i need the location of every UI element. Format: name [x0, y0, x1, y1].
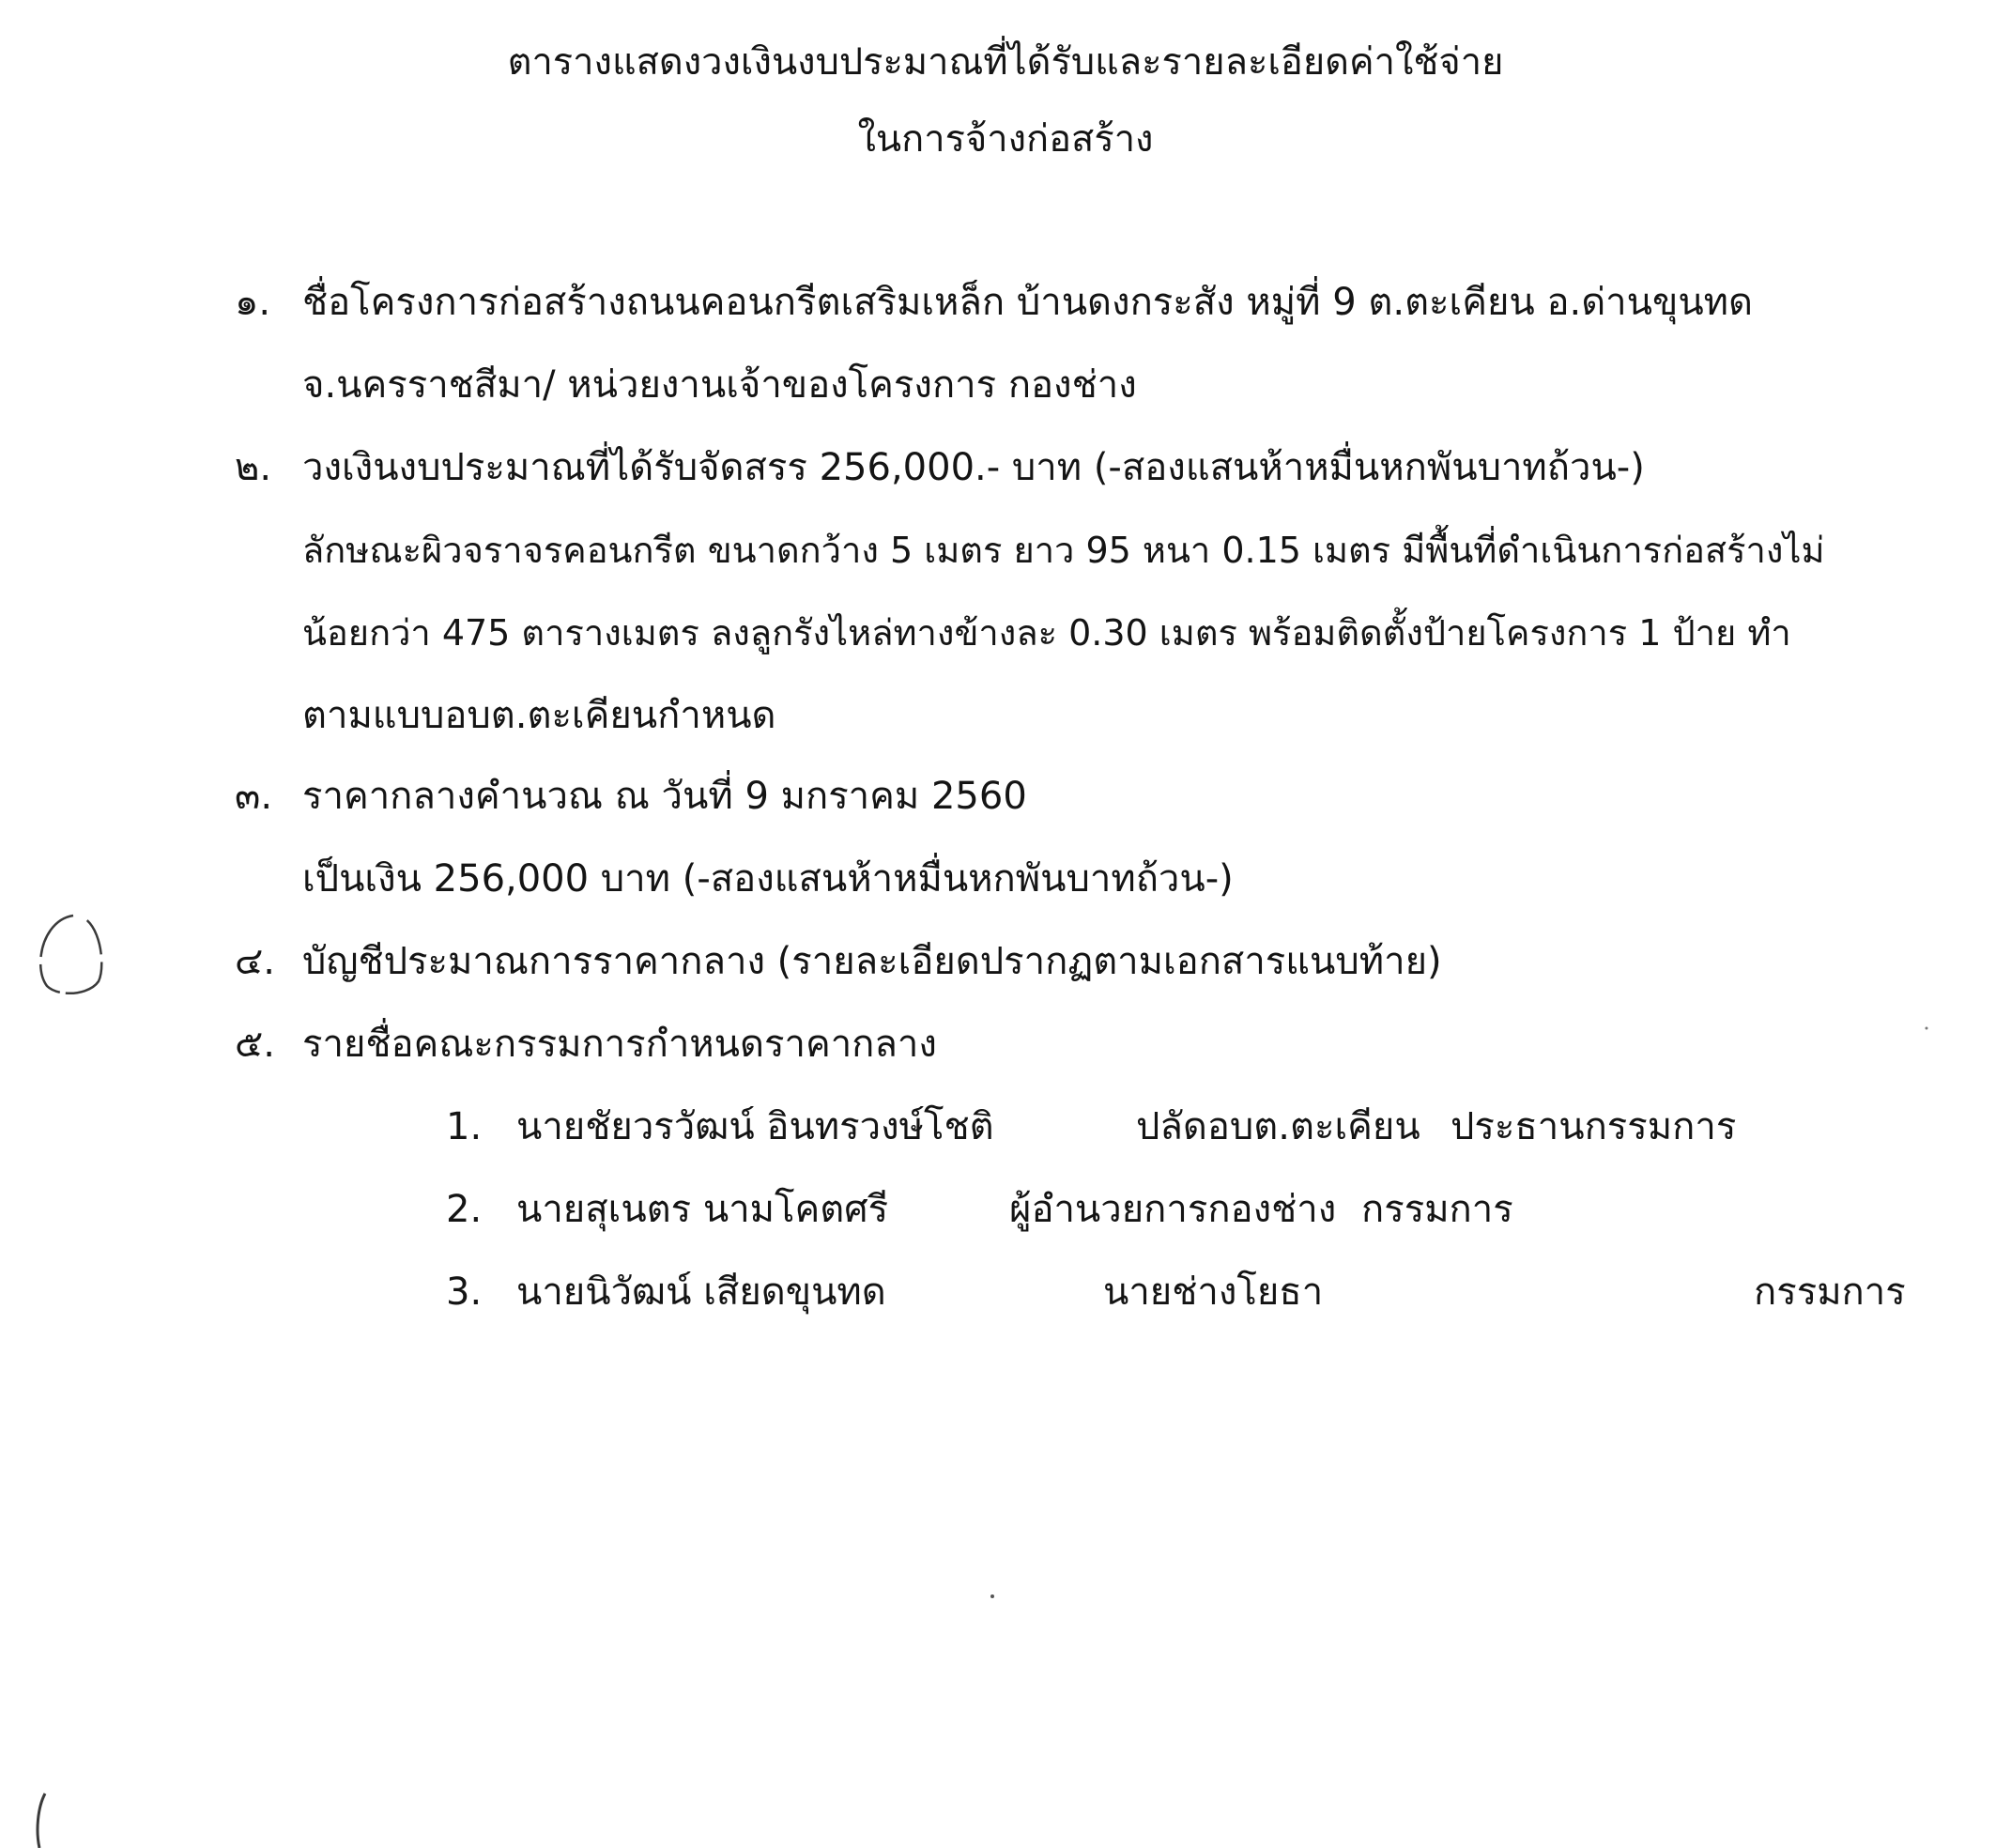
- item-text-line: ลักษณะผิวจราจรคอนกรีต ขนาดกว้าง 5 เมตร ยาว 95 หนา 0.15 เมตร มีพื้นที่ดำเนินการก่อสร้างไม่: [302, 530, 1825, 571]
- committee-name: นายนิวัฒน์ เสียดขุนทด: [516, 1270, 886, 1314]
- committee-position: ผู้อำนวยการกองช่าง: [1009, 1188, 1337, 1231]
- committee-position: ปลัดอบต.ตะเคียน: [1136, 1105, 1420, 1148]
- document-title-line-2: ในการจ้างก่อสร้าง: [857, 117, 1154, 161]
- document-title-line-1: ตารางแสดงวงเงินงบประมาณที่ได้รับและรายละเอียดค่าใช้จ่าย: [507, 40, 1504, 84]
- committee-number: 2.: [446, 1188, 483, 1231]
- committee-position: นายช่างโยธา: [1103, 1270, 1324, 1314]
- item-text-line: ตามแบบอบต.ตะเคียนกำหนด: [302, 694, 776, 737]
- punch-hole-mark: [40, 916, 101, 993]
- committee-number: 3.: [446, 1270, 483, 1314]
- scan-dot: [990, 1594, 994, 1598]
- scan-dot: [1926, 1027, 1928, 1030]
- committee-role: ประธานกรรมการ: [1451, 1105, 1737, 1148]
- item-text-line: ราคากลางคำนวณ ณ วันที่ 9 มกราคม 2560: [302, 775, 1027, 818]
- committee-role: กรรมการ: [1754, 1270, 1906, 1314]
- committee-name: นายชัยวรวัฒน์ อินทรวงษ์โชติ: [516, 1105, 994, 1148]
- item-text-line: น้อยกว่า 475 ตารางเมตร ลงลูกรังไหล่ทางข้างละ 0.30 เมตร พร้อมติดตั้งป้ายโครงการ 1 ป้าย ทำ: [302, 612, 1791, 654]
- item-text-line: วงเงินงบประมาณที่ได้รับจัดสรร 256,000.- บาท (-สองแสนห้าหมื่นหกพันบาทถ้วน-): [302, 446, 1645, 489]
- item-text-line: เป็นเงิน 256,000 บาท (-สองแสนห้าหมื่นหกพันบาทถ้วน-): [302, 857, 1234, 901]
- item-text-line: จ.นครราชสีมา/ หน่วยงานเจ้าของโครงการ กองช่าง: [302, 363, 1137, 407]
- committee-name: นายสุเนตร นามโคตศรี: [516, 1188, 889, 1231]
- committee-number: 1.: [446, 1105, 483, 1148]
- item-text-line: ชื่อโครงการก่อสร้างถนนคอนกรีตเสริมเหล็ก บ้านดงกระสัง หมู่ที่ 9 ต.ตะเคียน อ.ด่านขุนทด: [302, 281, 1754, 324]
- committee-role: กรรมการ: [1361, 1188, 1513, 1231]
- item-number: ๓.: [235, 775, 273, 818]
- item-text-line: รายชื่อคณะกรรมการกำหนดราคากลาง: [302, 1023, 937, 1066]
- item-number: ๕.: [235, 1023, 275, 1066]
- item-number: ๔.: [235, 940, 275, 983]
- punch-hole-mark: [38, 1794, 45, 1848]
- item-number: ๑.: [235, 281, 271, 324]
- item-number: ๒.: [235, 446, 272, 489]
- item-text-line: บัญชีประมาณการราคากลาง (รายละเอียดปรากฏตามเอกสารแนบท้าย): [302, 940, 1442, 983]
